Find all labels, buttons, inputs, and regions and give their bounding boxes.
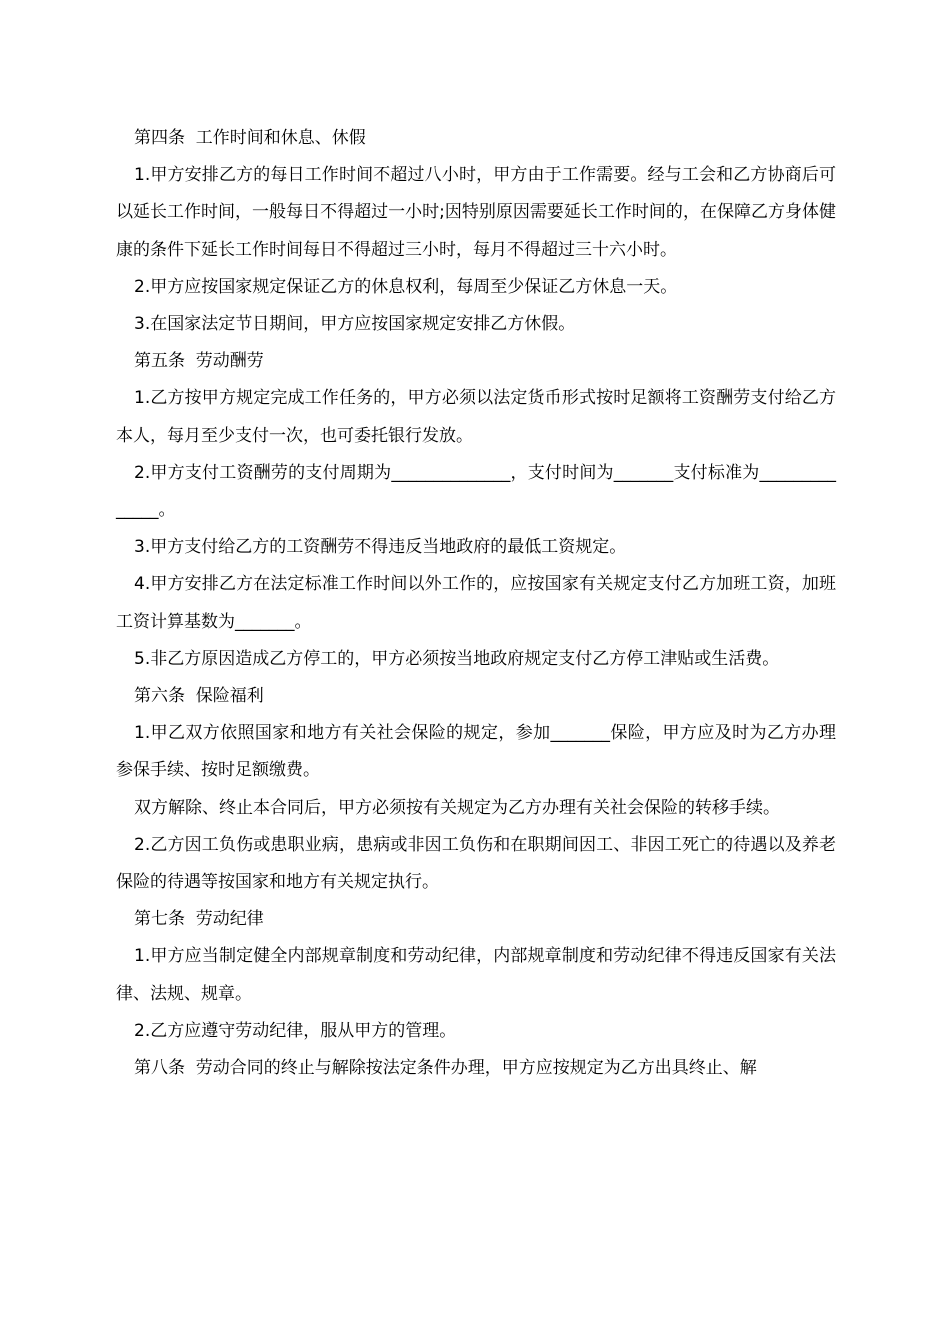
article-5-clause-1: 1.乙方按甲方规定完成工作任务的，甲方必须以法定货币形式按时足额将工资酬劳支付给乙方本人，每月至少支付一次，也可委托银行发放。 (116, 388, 836, 446)
article-5-clause-4: 4.甲方安排乙方在法定标准工作时间以外工作的，应按国家有关规定支付乙方加班工资，加班工资计算基数为_______。 (116, 574, 836, 632)
contract-body (116, 120, 836, 1087)
article-5-heading: 第五条 劳动酬劳 (134, 351, 264, 372)
article-5-clause-2: 2.甲方支付工资酬劳的支付周期为______________，支付时间为_______支付标准为______________。 (116, 462, 836, 521)
article-5-clause-3: 3.甲方支付给乙方的工资酬劳不得违反当地政府的最低工资规定。 (134, 537, 627, 558)
article-6-heading: 第六条 保险福利 (134, 686, 264, 707)
article-8-text: 第八条 劳动合同的终止与解除按法定条件办理，甲方应按规定为乙方出具终止、解 (134, 1058, 757, 1079)
article-6-clause-2: 2.乙方因工负伤或患职业病，患病或非因工负伤和在职期间因工、非因工死亡的待遇以及养老保险的待遇等按国家和地方有关规定执行。 (116, 834, 836, 893)
article-4-clause-2: 2.甲方应按国家规定保证乙方的休息权利，每周至少保证乙方休息一天。 (134, 276, 678, 297)
article-6-clause-1: 1.甲乙双方依照国家和地方有关社会保险的规定，参加_______保险，甲方应及时为乙方办理参保手续、按时足额缴费。 (116, 723, 836, 781)
article-4-heading: 第四条 工作时间和休息、休假 (134, 128, 366, 148)
article-7-clause-2: 2.乙方应遵守劳动纪律，服从甲方的管理。 (134, 1020, 457, 1041)
article-4-clause-1: 1.甲方安排乙方的每日工作时间不超过八小时，甲方由于工作需要。经与工会和乙方协商后可以延长工作时间，一般每日不得超过一小时;因特别原因需要延长工作时间的，在保障乙方身体健康的条件下延长工作时间每日不得超过三小时，每月不得超过三十六小时。 (116, 165, 836, 260)
article-7-clause-1: 1.甲方应当制定健全内部规章制度和劳动纪律，内部规章制度和劳动纪律不得违反国家有关法律、法规、规章。 (116, 946, 836, 1004)
article-4-clause-3: 3.在国家法定节日期间，甲方应按国家规定安排乙方休假。 (134, 314, 576, 335)
article-5-clause-5: 5.非乙方原因造成乙方停工的，甲方必须按当地政府规定支付乙方停工津贴或生活费。 (134, 648, 780, 669)
article-7-heading: 第七条 劳动纪律 (134, 909, 264, 930)
article-6-clause-1-note: 双方解除、终止本合同后，甲方必须按有关规定为乙方办理有关社会保险的转移手续。 (134, 797, 780, 818)
